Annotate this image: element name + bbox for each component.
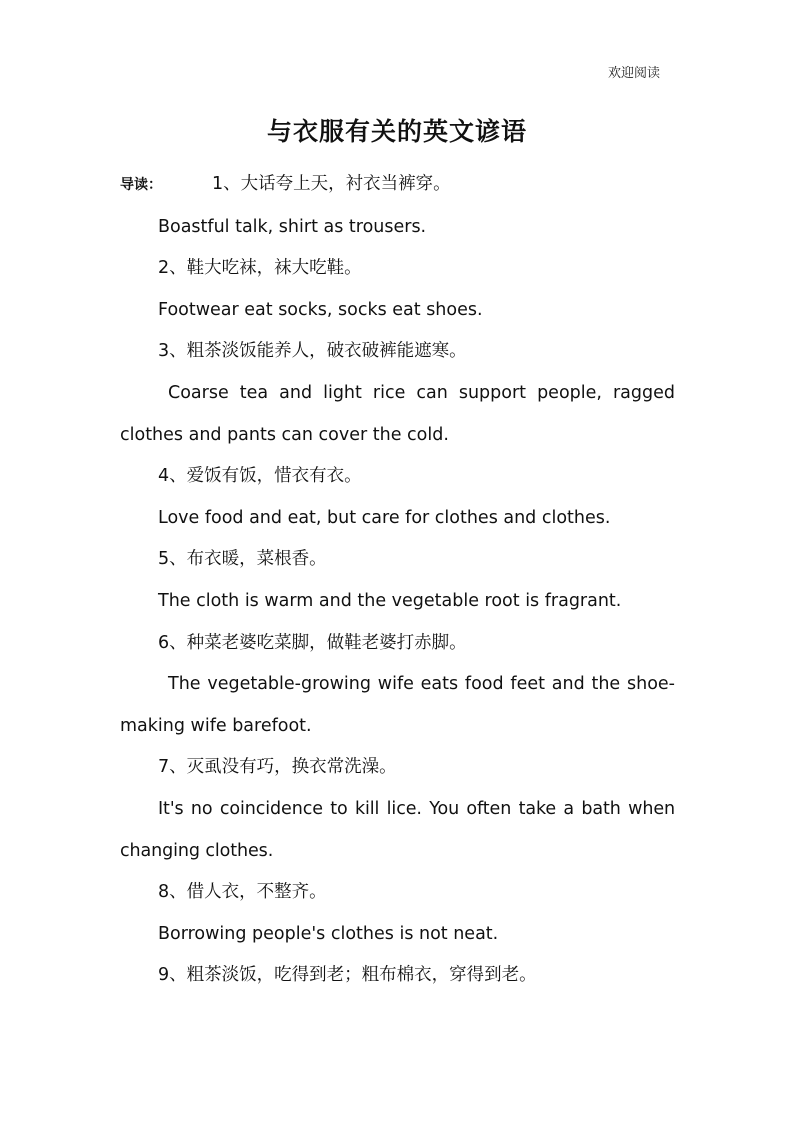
proverb-5-chinese: 5、布衣暖，菜根香。 [158, 549, 327, 570]
intro-line [120, 164, 675, 207]
proverb-8-english: Borrowing people's clothes is not neat. [158, 923, 499, 944]
proverb-2-english: Footwear eat socks, socks eat shoes. [158, 299, 483, 320]
proverb-6-chinese: 6、种菜老婆吃菜脚，做鞋老婆打赤脚。 [158, 632, 467, 653]
proverb-1-english: Boastful talk, shirt as trousers. [158, 216, 427, 237]
page-title: 与衣服有关的英文谚语 [266, 117, 527, 146]
proverb-6-english: The vegetable-growing wife eats food feet and the shoe-making wife barefoot. [120, 674, 675, 736]
proverb-9-chinese: 9、粗茶淡饭，吃得到老；粗布棉衣，穿得到老。 [158, 965, 537, 986]
header-note: 欢迎阅读 [608, 66, 661, 81]
proverb-4-english: Love food and eat, but care for clothes and clothes. [158, 507, 611, 528]
intro-label: 导读： [120, 177, 162, 193]
proverb-5-english: The cloth is warm and the vegetable root is fragrant. [158, 590, 622, 611]
proverb-1-chinese: 1、大话夸上天，衬衣当裤穿。 [212, 174, 451, 194]
proverb-3-english: Coarse tea and light rice can support people, ragged clothes and pants can cover the cold. [120, 382, 675, 445]
proverb-7-chinese: 7、灭虱没有巧，换衣常洗澡。 [158, 757, 397, 778]
proverb-3-chinese: 3、粗茶淡饭能养人，破衣破裤能遮寒。 [158, 341, 467, 362]
proverb-2-chinese: 2、鞋大吃袜，袜大吃鞋。 [158, 258, 362, 279]
proverb-8-chinese: 8、借人衣，不整齐。 [158, 882, 327, 903]
proverb-7-english: It's no coincidence to kill lice. You often take a bath when changing clothes. [120, 798, 675, 861]
document-body [120, 164, 675, 997]
proverb-4-chinese: 4、爱饭有饭，惜衣有衣。 [158, 466, 362, 487]
